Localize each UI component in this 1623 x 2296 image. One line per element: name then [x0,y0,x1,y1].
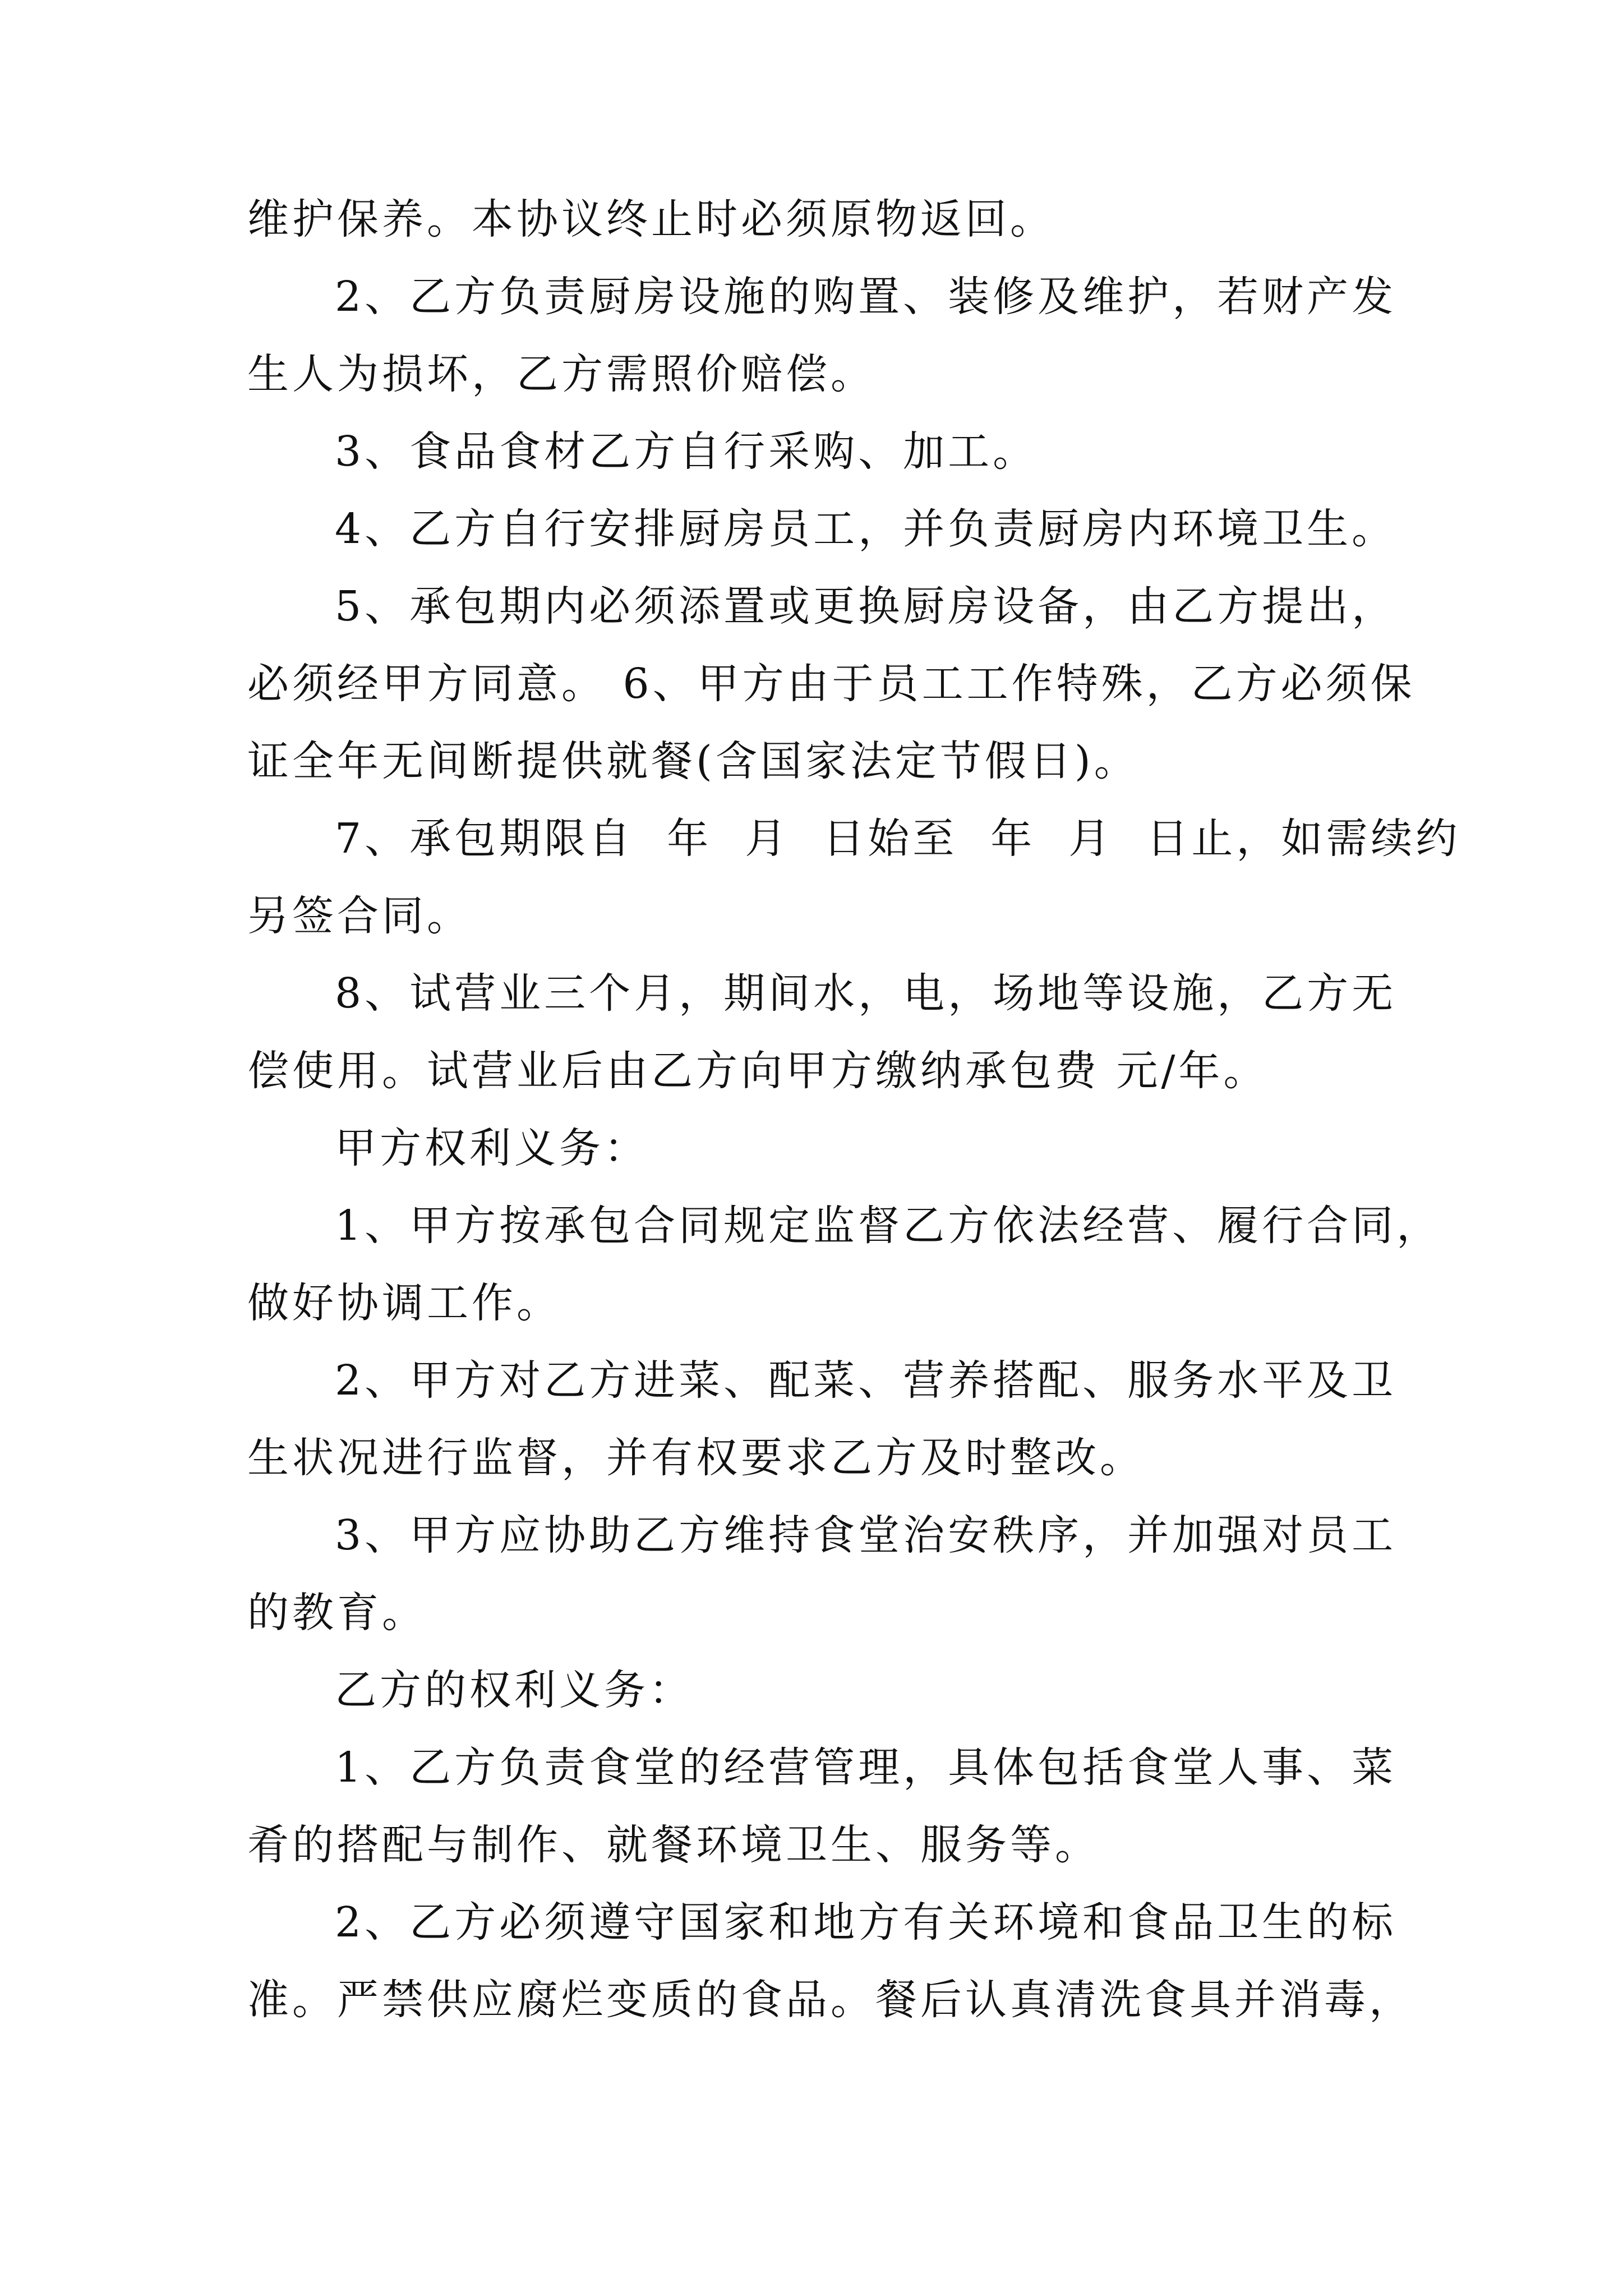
text-line: 证全年无间断提供就餐(含国家法定节假日)。 [247,737,1139,785]
text-line: 1、甲方按承包合同规定监督乙方依法经营、履行合同， [335,1202,1442,1250]
text-line: 5、承包期内必须添置或更换厨房设备，由乙方提出， [335,582,1397,631]
text-line: 做好协调工作。 [247,1279,561,1327]
text-line: 8、试营业三个月，期间水，电，场地等设施，乙方无 [335,969,1397,1018]
text-line: 3、食品食材乙方自行采购、加工。 [335,427,1038,476]
text-line: 7、承包期限自 年 月 日始至 年 月 日止，如需续约 [335,815,1461,863]
text-line: 生人为损坏，乙方需照价赔偿。 [247,350,875,398]
text-line: 2、乙方必须遵守国家和地方有关环境和食品卫生的标 [335,1898,1397,1947]
text-line: 2、甲方对乙方进菜、配菜、营养搭配、服务水平及卫 [335,1356,1397,1405]
text-line: 准。严禁供应腐烂变质的食品。餐后认真清洗食具并消毒， [247,1976,1414,2024]
text-line: 1、乙方负责食堂的经营管理，具体包括食堂人事、菜 [335,1743,1397,1792]
text-line: 必须经甲方同意。 6、甲方由于员工工作特殊，乙方必须保 [247,660,1415,708]
text-line: 4、乙方自行安排厨房员工，并负责厨房内环境卫生。 [335,505,1397,553]
document-body [247,181,1461,2039]
text-line: 3、甲方应协助乙方维持食堂治安秩序，并加强对员工 [335,1511,1397,1559]
text-line: 维护保养。本协议终止时必须原物返回。 [247,195,1055,243]
section-heading: 甲方权利义务： [335,1124,649,1172]
text-line: 偿使用。试营业后由乙方向甲方缴纳承包费 元/年。 [247,1047,1269,1095]
text-line: 另签合同。 [247,892,472,940]
section-heading: 乙方的权利义务： [335,1666,694,1714]
text-line: 的教育。 [247,1589,427,1637]
text-line: 2、乙方负责厨房设施的购置、装修及维护，若财产发 [335,273,1397,321]
text-line: 肴的搭配与制作、就餐环境卫生、服务等。 [247,1821,1100,1869]
text-line: 生状况进行监督，并有权要求乙方及时整改。 [247,1434,1145,1482]
